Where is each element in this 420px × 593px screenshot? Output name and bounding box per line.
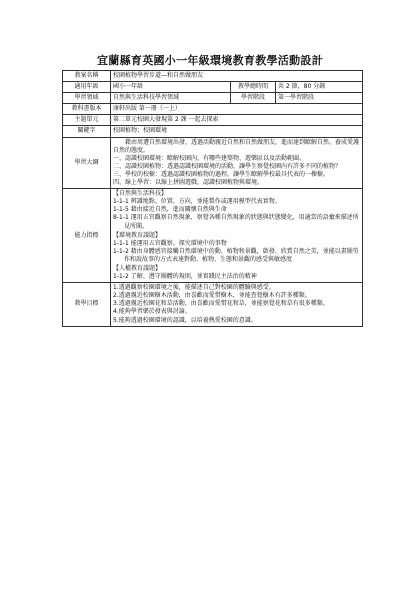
indicator-group-heading: 【人權教育議題】 [113,264,162,272]
outline-content [111,137,363,189]
textbook-value: 康軒出版 第一冊（一上） [111,104,363,115]
outline-row [63,137,363,189]
unit-name-value: 校園植物學習步道—和自然做朋友 [111,71,363,82]
outline-item: 二、認識校園植物：透過認識校園環境的活動，讓學生察覺校園內有許多不同的植物？ [113,162,342,170]
grade-label: 適用年級 [63,82,111,93]
keywords-row [63,126,363,137]
indicator-group-heading: 【環境教育議題】 [113,231,162,239]
domain-label: 學習領域 [63,93,111,104]
theme-row [63,115,363,126]
indicators-content [111,189,363,283]
indicator-item: 1-1-5 藉由接近自然，進而關懷自然與生命 [113,206,227,214]
textbook-row [63,104,363,115]
objective-item: 1.透過觀察校園環境之後，能描述自己對校園的體驗與感受。 [113,284,275,292]
unit-name-row [63,71,363,82]
objectives-label: 教學目標 [63,283,111,326]
indicators-label: 能力指標 [63,189,111,283]
objective-item: 4.能夠學習樂於發表與討論。 [113,308,191,316]
lesson-plan-table [62,70,363,327]
unit-name-label: 教案名稱 [63,71,111,82]
indicator-item: 1-1-1 辨識地點、位置、方向，並能製作或運用模型代表實物。 [113,198,281,206]
outline-intro: 藉由周遭自然環境出發，透過活動親近自然和自然做朋友，進而達到瞭解自然、養成愛護自然的態度。 [113,138,360,154]
stage-label: 學習階段 [231,93,276,104]
grade-row [63,82,363,93]
outline-label: 學習大綱 [63,137,111,189]
objectives-content [111,283,363,326]
objectives-row [63,283,363,326]
indicator-group-heading: 【自然與生活科技】 [113,190,168,198]
textbook-label: 教科書版本 [63,104,111,115]
objective-item: 3.透過親近校園花和草活動，由喜歡而愛惜花和草，並能察覺花和草有很多種類。 [113,300,329,308]
indicator-item: 1-1-1 能運用五官觀察、探究環境中的事物 [113,239,227,247]
indicator-item: 1-1-2 藉由身體感官接觸自然環境中的動、植物和景觀，啟發、欣賞自然之美，並能以畫圖勞作和說故事的方式表達對動、植物、生態和景觀的感受與敏感度 [113,247,359,263]
stage-value: 第一學習階段 [276,93,363,104]
indicator-item: 8-1-1 運用五官觀察自然現象，察覺各種自然現象的狀態與狀態變化，用適當的語彙來描述所見所聞。 [113,214,359,230]
domain-row [63,93,363,104]
domain-value: 自然與生活科技學習領域 [111,93,231,104]
theme-value: 第二單元校園大發現第 2 課 一起去探索 [111,115,363,126]
total-time-label: 教學總時間 [231,82,276,93]
outline-item: 四、線上學習：以線上拼圖遊戲，認識校園植物與環境。 [113,179,264,187]
objective-item: 2.透過親近校園樹木活動，由喜歡而愛惜樹木，並能查覺樹木有許多種類。 [113,292,311,300]
keywords-label: 關鍵字 [63,126,111,137]
total-time-value: 共 2 節，80 分鐘 [276,82,363,93]
keywords-value: 校園植物；校園環境 [111,126,363,137]
grade-value: 國小一年級 [111,82,231,93]
theme-label: 主題單元 [63,115,111,126]
indicators-row [63,189,363,283]
outline-item: 一、認識校園環境：瞭解校園內，有哪些建築物、遊樂區以及活動範圍。 [113,154,306,162]
indicator-item: 1-1-2 了解、遵守團體的規則，並實踐民主法治的精神 [113,273,257,281]
objective-item: 5.能夠透過校園環境的認識，以培養熱愛校園的意識。 [113,316,257,324]
document-title: 宜蘭縣育英國小一年級環境教育教學活動設計 [97,54,323,67]
outline-item: 三、學校的校樹：透過認識校園植物的過程，讓學生瞭解學校最具代表的一棵樹。 [113,170,330,178]
